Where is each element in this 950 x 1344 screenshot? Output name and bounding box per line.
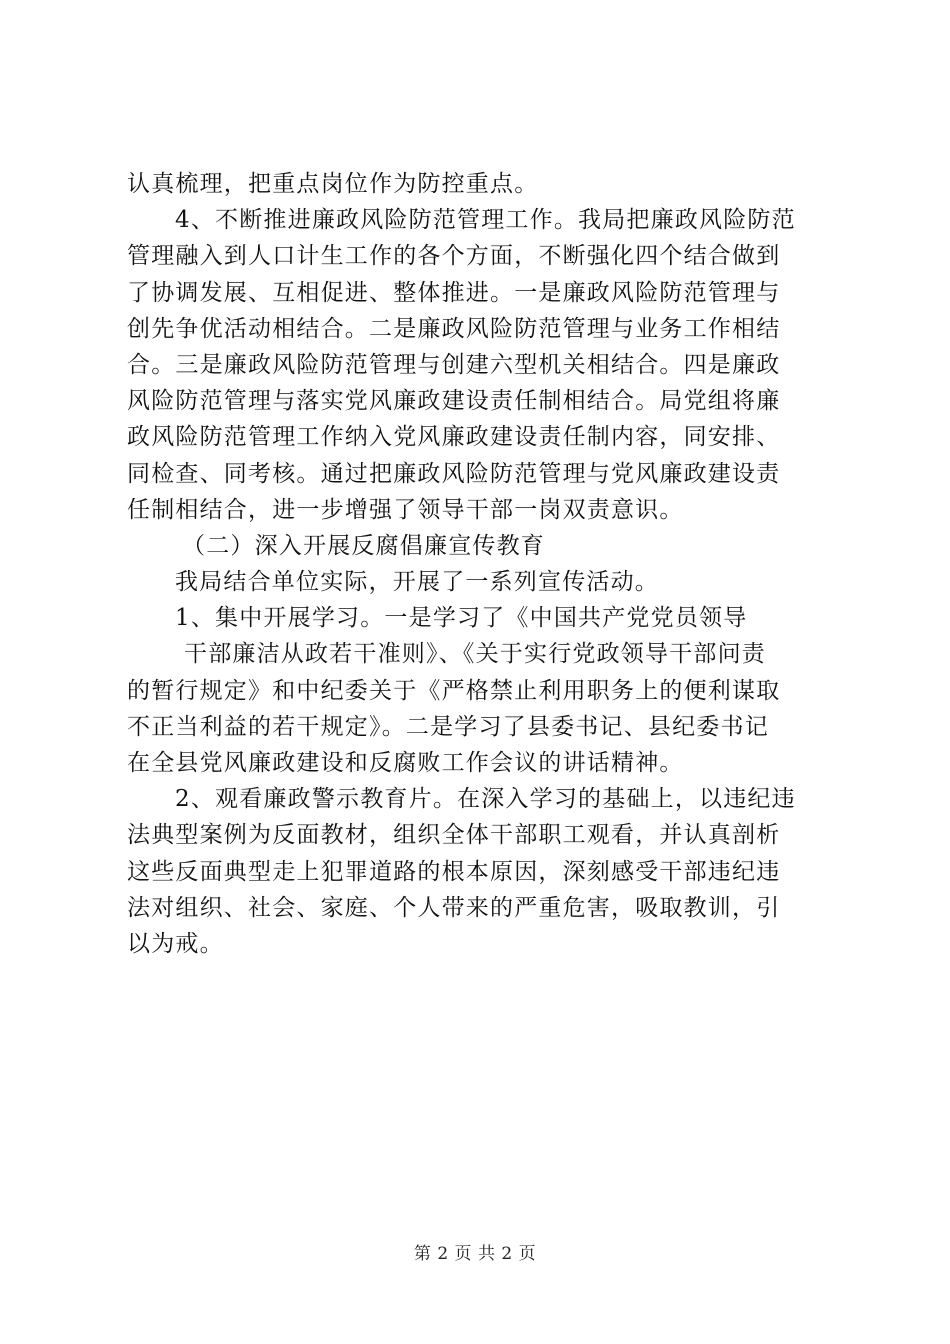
text-line: 同检查、同考核。通过把廉政风险防范管理与党风廉政建设责 [127, 460, 781, 487]
text-line: 2、观看廉政警示教育片。在深入学习的基础上，以违纪违 [175, 786, 796, 813]
document-body [127, 166, 832, 962]
text-line: 在全县党风廉政建设和反腐败工作会议的讲话精神。 [127, 750, 684, 776]
text-line: 认真梳理，把重点岗位作为防控重点。 [127, 171, 539, 197]
text-line: 合。三是廉政风险防范管理与创建六型机关相结合。四是廉政 [127, 351, 781, 378]
text-line: 以为戒。 [127, 930, 224, 957]
text-line: 4、不断推进廉政风险防范管理工作。我局把廉政风险防范 [175, 207, 796, 234]
text-line: 政风险防范管理工作纳入党风廉政建设责任制内容，同安排、 [127, 424, 781, 451]
text-line: 任制相结合，进一步增强了领导干部一岗双责意识。 [127, 496, 684, 523]
text-line: 法典型案例为反面教材，组织全体干部职工观看，并认真剖析 [127, 822, 781, 849]
text-line: 不正当利益的若干规定》。二是学习了县委书记、县纪委书记 [127, 713, 769, 740]
text-line: 管理融入到人口计生工作的各个方面，不断强化四个结合做到 [127, 243, 781, 270]
text-line: 创先争优活动相结合。二是廉政风险防范管理与业务工作相结 [127, 315, 781, 342]
text-line: 了协调发展、互相促进、整体推进。一是廉政风险防范管理与 [127, 279, 781, 306]
text-line: 干部廉洁从政若干准则》、《关于实行党政领导干部问责 [184, 641, 766, 668]
text-line: 1、集中开展学习。一是学习了《中国共产党党员领导 [175, 605, 748, 632]
section-heading: （二）深入开展反腐倡廉宣传教育 [182, 532, 545, 559]
text-line: 这些反面典型走上犯罪道路的根本原因，深刻感受干部违纪违 [127, 858, 781, 885]
text-line: 风险防范管理与落实党风廉政建设责任制相结合。局党组将廉 [127, 388, 781, 415]
text-line: 法对组织、社会、家庭、个人带来的严重危害，吸取教训，引 [127, 894, 781, 921]
page-number-footer: 第 2 页 共 2 页 [413, 1244, 537, 1264]
text-line: 我局结合单位实际，开展了一系列宣传活动。 [175, 569, 659, 596]
text-line: 的暂行规定》和中纪委关于《严格禁止利用职务上的便利谋取 [127, 677, 781, 704]
